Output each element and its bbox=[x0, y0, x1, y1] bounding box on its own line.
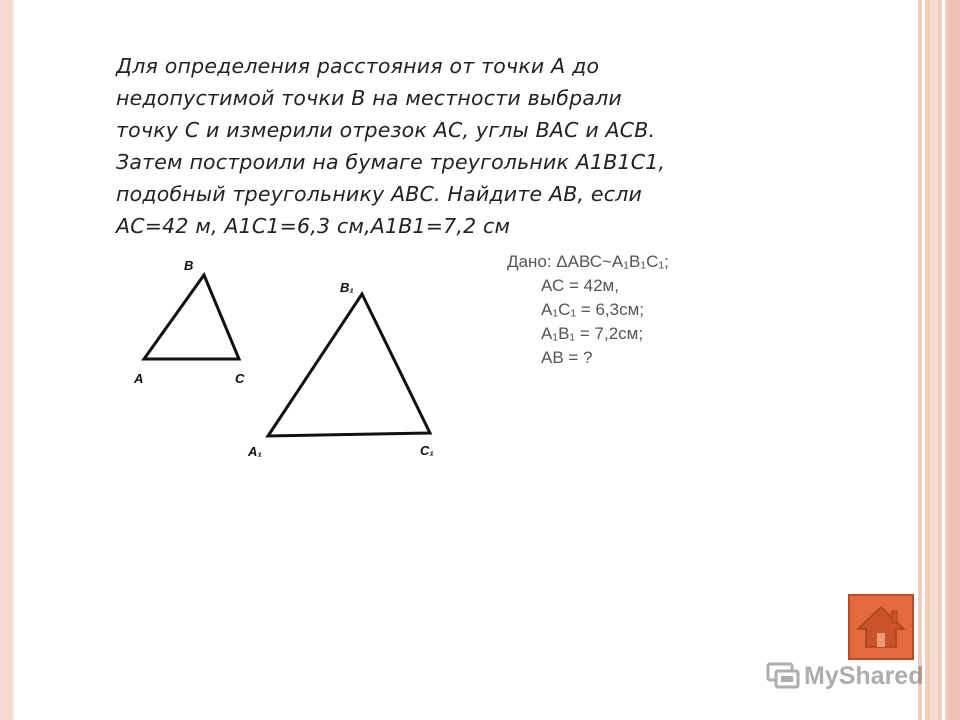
slide-border-left bbox=[0, 0, 12, 720]
problem-line-4: Затем построили на бумаге треугольник А1В1С1, bbox=[116, 150, 666, 174]
given-item-ab: АВ = ? bbox=[541, 348, 593, 367]
label-c1: C₁ bbox=[420, 443, 434, 458]
label-b: B bbox=[184, 258, 194, 273]
label-a: A bbox=[134, 371, 144, 386]
label-c: C bbox=[235, 371, 245, 386]
slide-border-right bbox=[918, 0, 960, 720]
problem-line-6: АС=42 м, А1С1=6,3 см,А1В1=7,2 см bbox=[116, 214, 511, 238]
given-title: Дано: ΔАВС~А₁В₁С₁; bbox=[507, 252, 669, 271]
given-item-ac: АС = 42м, bbox=[541, 276, 619, 295]
label-a1: A₁ bbox=[248, 444, 262, 459]
triangles-figure bbox=[120, 252, 460, 476]
problem-line-2: недопустимой точки В на местности выбрали bbox=[116, 86, 622, 110]
myshared-logo-icon bbox=[766, 661, 800, 691]
large-triangle bbox=[268, 294, 430, 436]
label-b1: B₁ bbox=[340, 280, 354, 295]
problem-line-5: подобный треугольнику АВС. Найдите АВ, если bbox=[116, 182, 643, 206]
problem-text bbox=[116, 50, 816, 242]
triangles-drawing bbox=[120, 252, 460, 472]
watermark bbox=[766, 656, 923, 696]
given-block bbox=[507, 250, 669, 370]
home-icon bbox=[855, 603, 907, 651]
problem-line-1: Для определения расстояния от точки А до bbox=[116, 54, 600, 78]
problem-line-3: точку С и измерили отрезок АС, углы ВАС и АСВ. bbox=[116, 118, 656, 142]
watermark-text: MyShared bbox=[804, 661, 924, 690]
home-button[interactable] bbox=[848, 594, 914, 660]
given-item-a1b1: А₁В₁ = 7,2см; bbox=[541, 324, 644, 343]
small-triangle bbox=[144, 275, 239, 359]
given-item-a1c1: А₁С₁ = 6,3см; bbox=[541, 300, 645, 319]
